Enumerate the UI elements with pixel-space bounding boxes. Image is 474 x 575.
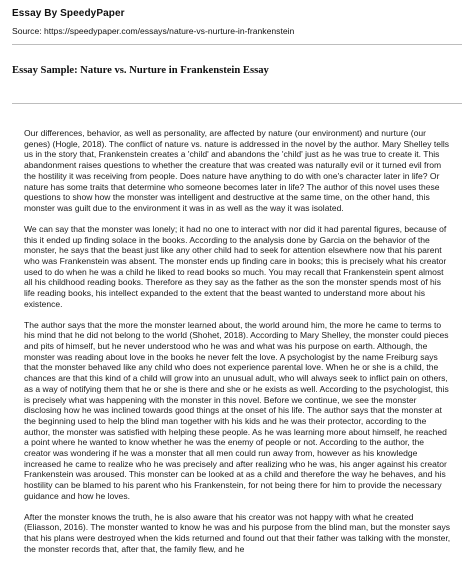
site-title: Essay By SpeedyPaper bbox=[12, 8, 125, 19]
paragraph-1: Our differences, behavior, as well as personality, are affected by nature (our environment) and nurture (our genes) (Hogle, 2018). The conflict of nature vs. nature is addressed in the novel by the author. Mary Shelley tells us in the story that, Frankenstein creates a 'child' and abandons the 'child' just as he was true to create it. This abandonment raises questions to whether the creature that was created was naturally evil or it turned evil from the hostility it was receiving from people. Does nature have anything to do with one's character later in life? Or nature has some traits that determine who someone becomes later in life? The author of this novel uses these questions to show how the monster was intelligent and destructive at the same time, on the other hand, this monster was guilt due to the environment it was in as well as the way it was isolated. bbox=[24, 128, 450, 213]
paragraph-3: The author says that the more the monster learned about, the world around him, the more he came to terms to his mind that he did not belong to the world (Shohet, 2018). According to Mary Shelley, the monster could pieces and pits of himself, but he never understood who he was and what was his purpose on earth. Although, the monster was reading about love in the books he never felt the love. A psychologist by the name Freiburg says that the monster behaved like any child who does not experience parental love. When he or she is a child, the chances are that this kind of a child will grow into an unusual adult, who will always seek to inflict pain on others, as a way of notifying them that he or she is there and she or he exists as well. According to the psychologist, this is precisely what was happening with the monster in this novel. Before we continue, we see the monster disclosing how he was inclined towards good things at the onset of his life. The author says that the monster at the beginning used to help the blind man together with his kids and he was their protector, according to the author, the monster was satisfied with helping these people. As he was learning more about himself, he reached a point where he wanted to know whether he was the enemy of people or not. According to the author, the creator was wondering if he was a monster that all men could run away from, however as his knowledge increased he came to realize who he was precisely and after realizing who he was, his anger against his creator Frankenstein was aroused. This monster can be looked at as a child and therefore the way he behaves, and his hostility can be blamed to his parent who his Frankenstein, for not being there for him to provide the necessary guidance and how he loves. bbox=[24, 319, 449, 501]
header-divider bbox=[12, 44, 462, 45]
title-divider bbox=[12, 103, 462, 104]
paragraph-4: After the monster knows the truth, he is also aware that his creator was not happy with what he created (Eliasson, 2016). The monster wanted to know he was and his purpose from the blind man, but the monster says that his plans were destroyed when the kids returned and found out that their father was talking with the monster, the monster records that, after that, the family flew, and he bbox=[24, 511, 451, 554]
essay-title: Essay Sample: Nature vs. Nurture in Frankenstein Essay bbox=[12, 65, 269, 76]
essay-body bbox=[24, 128, 453, 565]
source-line: Source: https://speedypaper.com/essays/nature-vs-nurture-in-frankenstein bbox=[12, 26, 295, 36]
paragraph-2: We can say that the monster was lonely; it had no one to interact with nor did it had parental figures, because of this it ended up finding solace in the books. According to the analysis done by Garcia on the behavior of the monster, he says that the beast just like any other child had to seek for attention elsewhere now that his parent who was Frankenstein was absent. The monster ends up finding care in books; this is precisely what his creator used to do when he was a child he liked to read books so much. You may recall that Frankenstein spent almost all his childhood reading books. Therefore as they say as the father as the son the monster spends most of his life reading books, his intellect expanded to the extent that the beast wanted to understand more about his existence. bbox=[24, 223, 447, 309]
